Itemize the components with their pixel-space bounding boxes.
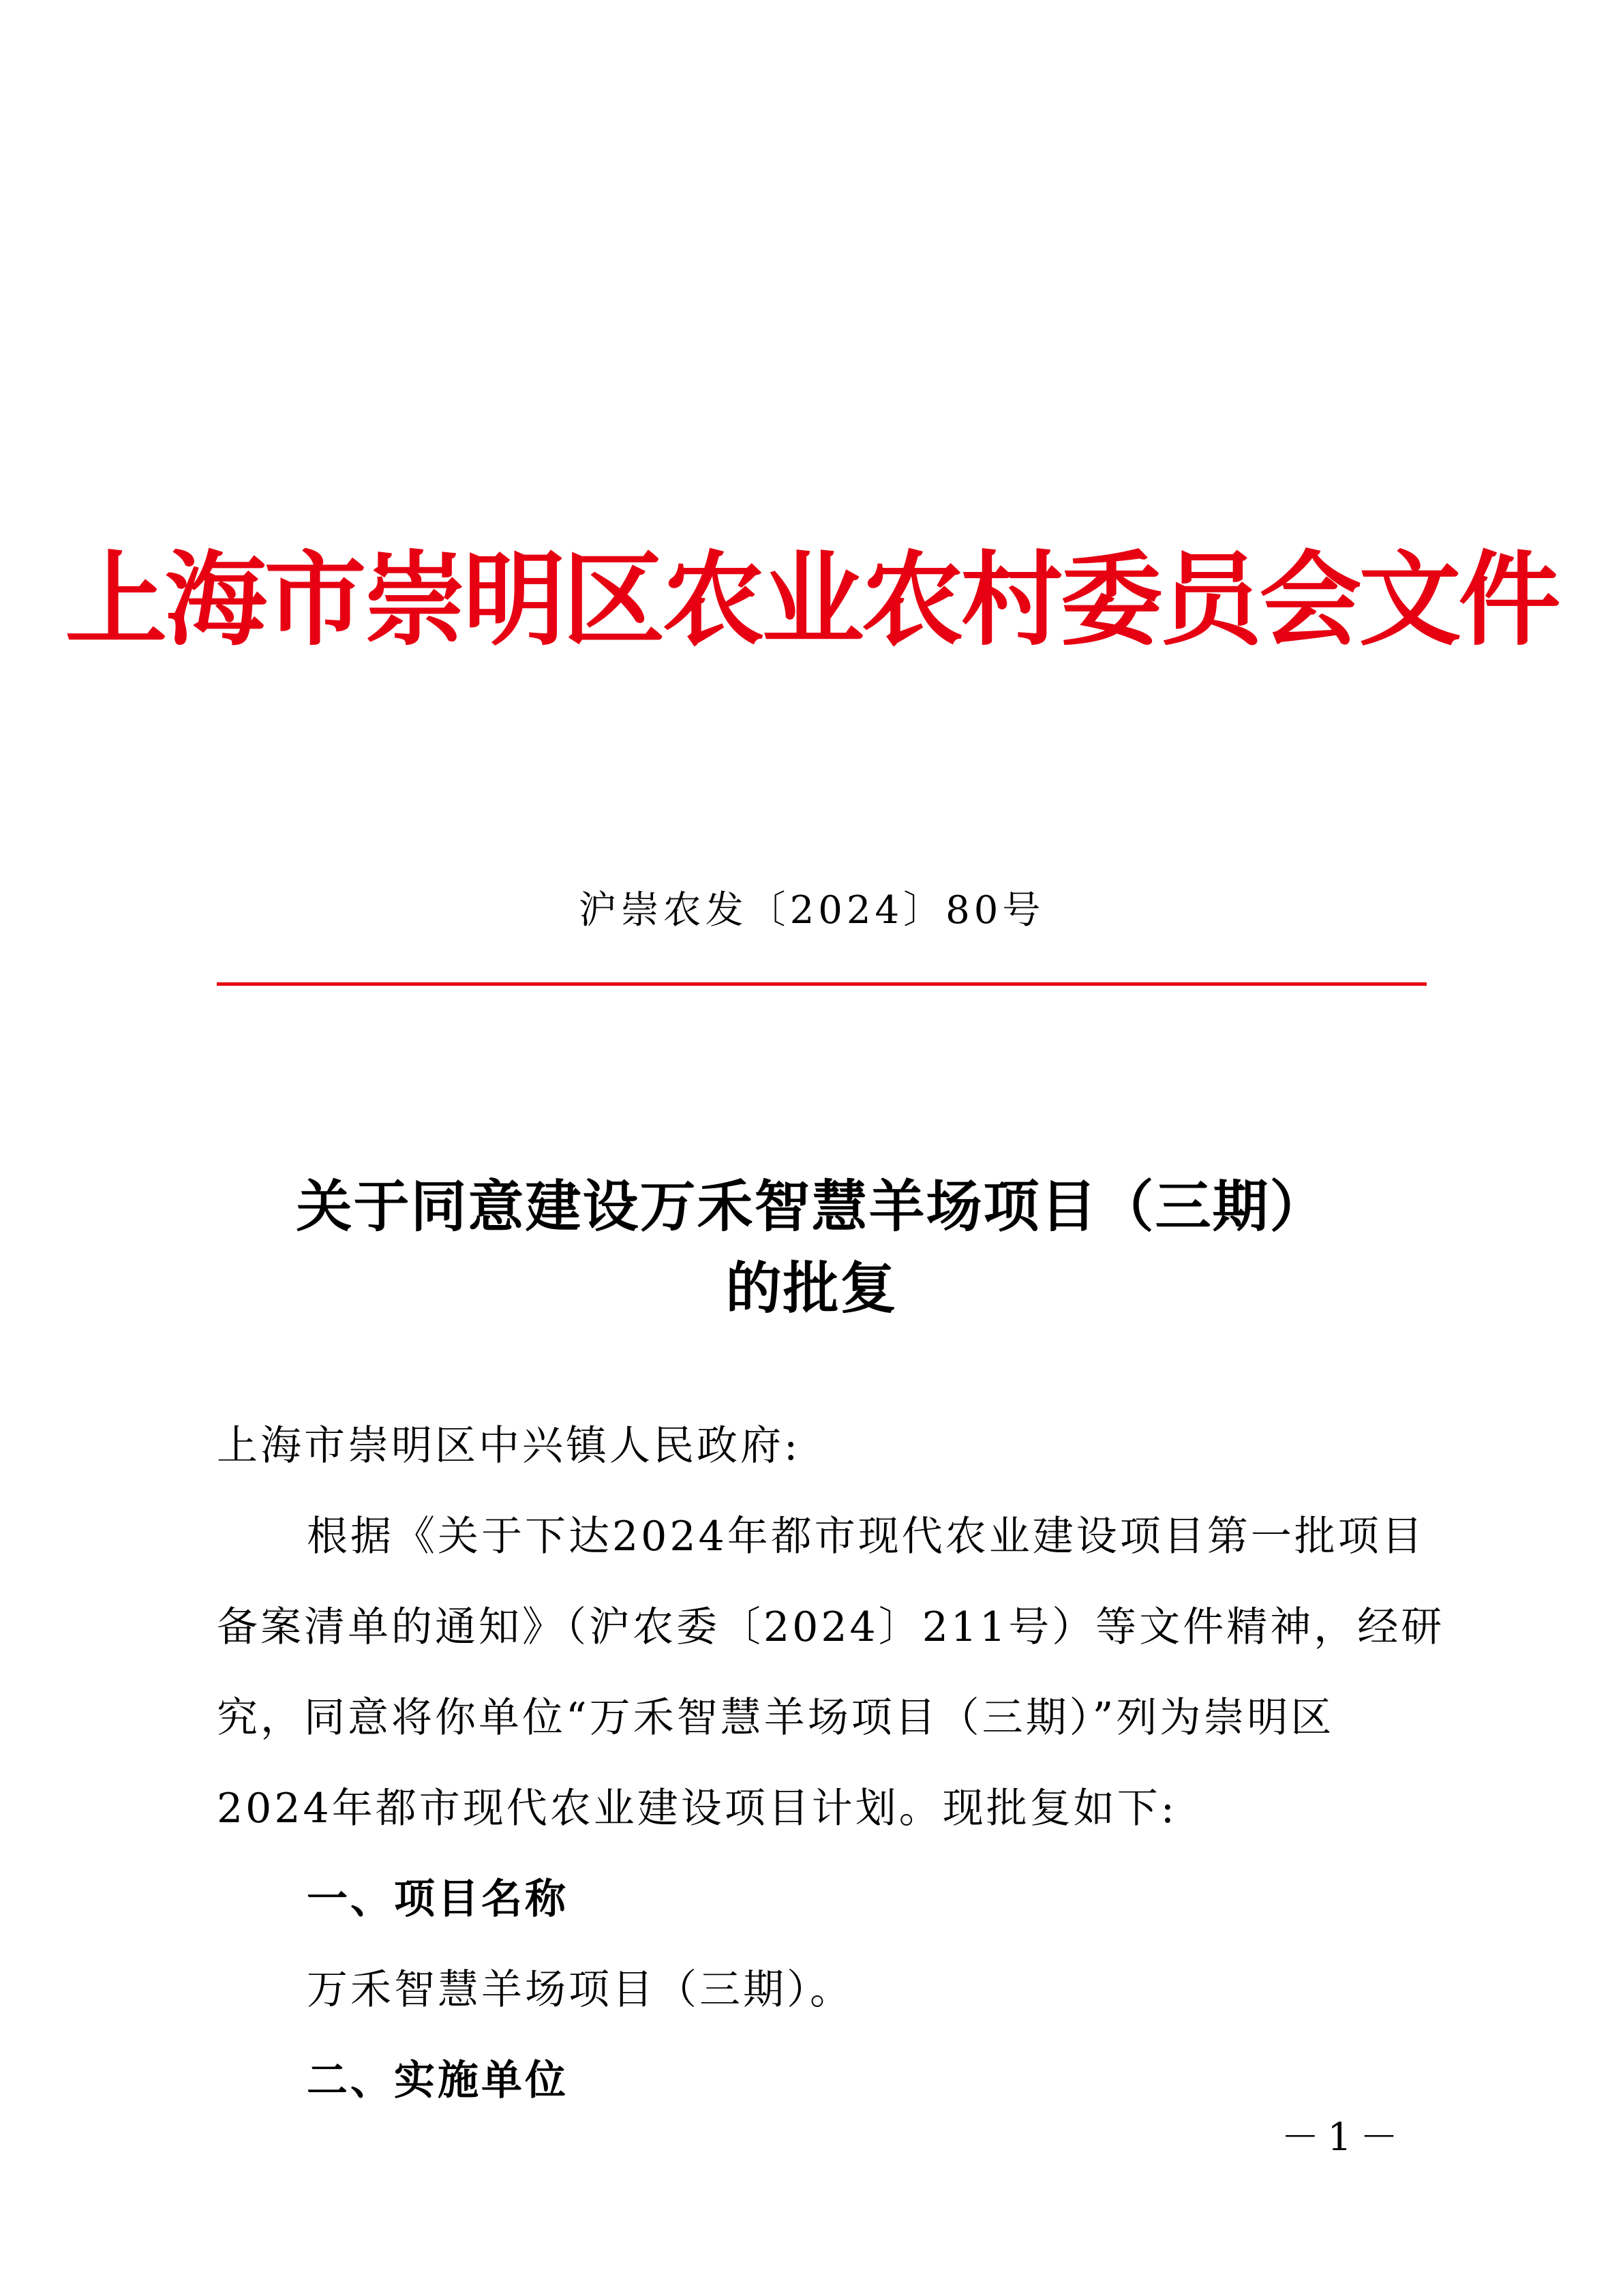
document-number: 沪崇农发〔2024〕80号: [578, 888, 1045, 933]
document-title: [0, 1166, 1623, 1329]
title-line-1: 关于同意建设万禾智慧羊场项目（三期）: [296, 1174, 1327, 1239]
paragraph-line-4: 2024年都市现代农业建设项目计划。现批复如下:: [217, 1785, 1177, 1832]
document-body: [217, 1401, 1445, 2126]
section-1-heading: 一、项目名称: [307, 1875, 568, 1923]
title-line-2: 的批复: [725, 1256, 898, 1321]
section-2-heading: 二、实施单位: [307, 2057, 568, 2104]
section-1-text: 万禾智慧羊场项目（三期）。: [307, 1966, 853, 2014]
salutation: 上海市崇明区中兴镇人民政府:: [217, 1422, 801, 1470]
paragraph-line-1: 根据《关于下达2024年都市现代农业建设项目第一批项目: [307, 1513, 1425, 1560]
paragraph-line-2: 备案清单的通知》（沪农委〔2024〕211号）等文件精神，经研: [217, 1603, 1445, 1651]
document-masthead: 上海市崇明区农业农村委员会文件: [65, 540, 1558, 660]
paragraph-line-3: 究，同意将你单位“万禾智慧羊场项目（三期）”列为崇明区: [217, 1694, 1335, 1742]
page-number: －1－: [1281, 2115, 1406, 2160]
red-separator-line: [217, 982, 1427, 986]
